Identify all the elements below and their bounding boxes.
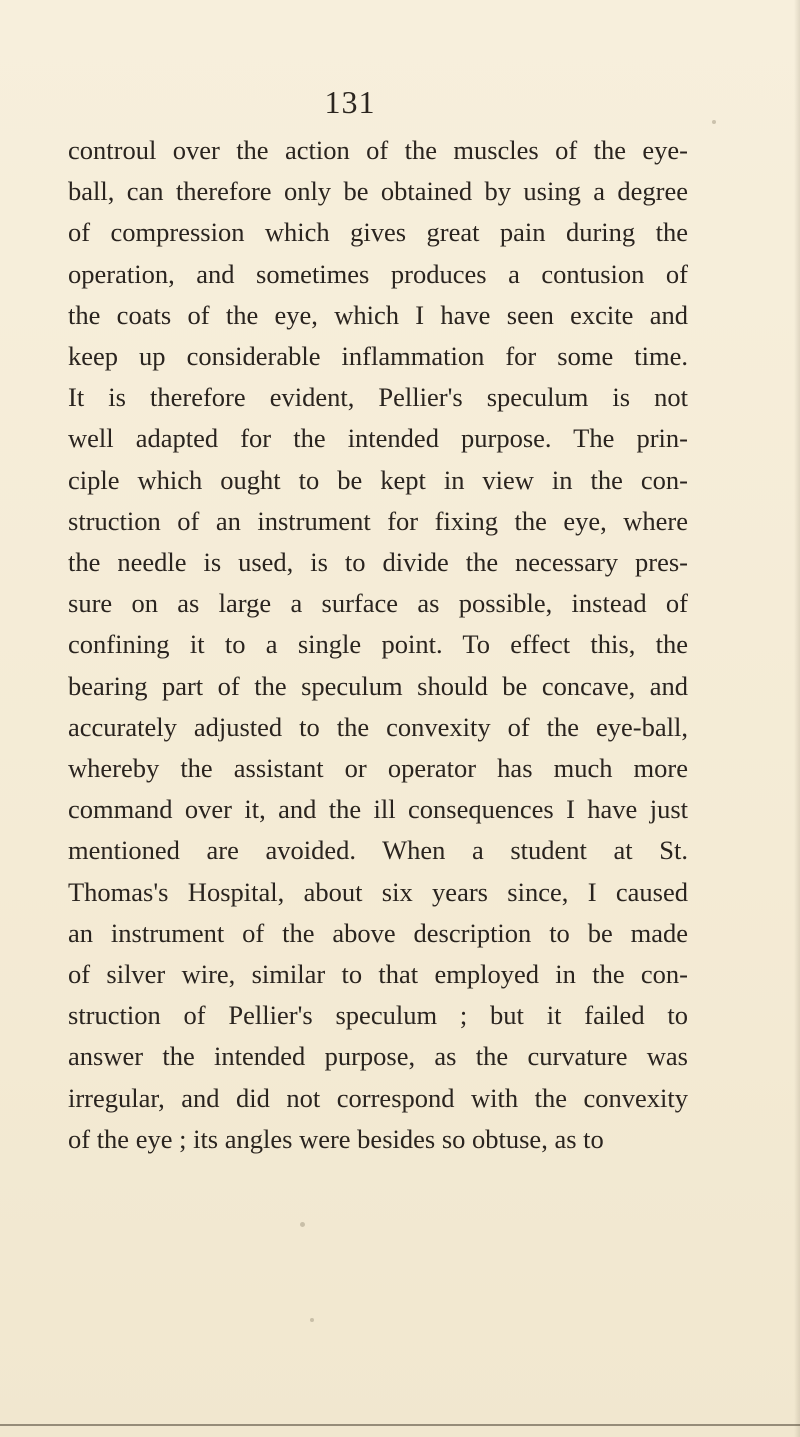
page-edge-shadow <box>794 0 800 1437</box>
text-line: of the eye ; its angles were besides so obtuse, as to <box>68 1123 604 1154</box>
text-line: an instrument of the above description to be made <box>68 917 688 948</box>
text-line: accurately adjusted to the convexity of the eye-ball, <box>68 711 688 742</box>
text-line: of silver wire, similar to that employed in the con- <box>68 959 688 990</box>
text-line: operation, and sometimes produces a contusion of <box>68 258 688 289</box>
text-line: bearing part of the speculum should be concave, and <box>68 670 688 701</box>
paper-speck <box>310 1318 314 1322</box>
text-line: whereby the assistant or operator has much more <box>68 753 688 784</box>
text-line: of compression which gives great pain during the <box>68 217 688 248</box>
text-line: the coats of the eye, which I have seen excite and <box>68 299 688 330</box>
paper-speck <box>712 120 716 124</box>
text-line: It is therefore evident, Pellier's speculum is not <box>68 382 688 413</box>
text-line: well adapted for the intended purpose. The prin- <box>68 423 688 454</box>
text-line: Thomas's Hospital, about six years since, I caused <box>68 876 688 907</box>
text-line: struction of Pellier's speculum ; but it failed to <box>68 1000 688 1031</box>
text-line: sure on as large a surface as possible, instead of <box>68 588 688 619</box>
paper-speck <box>300 1222 305 1227</box>
text-line: mentioned are avoided. When a student at St. <box>68 835 688 866</box>
text-line: irregular, and did not correspond with the convexity <box>68 1082 688 1113</box>
text-line: confining it to a single point. To effect this, the <box>68 629 688 660</box>
page-bottom-edge <box>0 1424 800 1426</box>
text-line: answer the intended purpose, as the curvature was <box>68 1041 688 1072</box>
text-line: struction of an instrument for fixing the eye, where <box>68 505 688 536</box>
page-number: 131 <box>324 84 376 120</box>
text-line: command over it, and the ill consequences I have just <box>68 794 688 825</box>
text-line: keep up considerable inflammation for some time. <box>68 341 688 372</box>
text-line: the needle is used, is to divide the necessary pres- <box>68 547 688 578</box>
text-line: controul over the action of the muscles of the eye- <box>68 135 688 165</box>
text-line: ciple which ought to be kept in view in the con- <box>68 464 688 495</box>
text-line: ball, can therefore only be obtained by using a degree <box>68 176 688 207</box>
body-text <box>68 130 688 1160</box>
